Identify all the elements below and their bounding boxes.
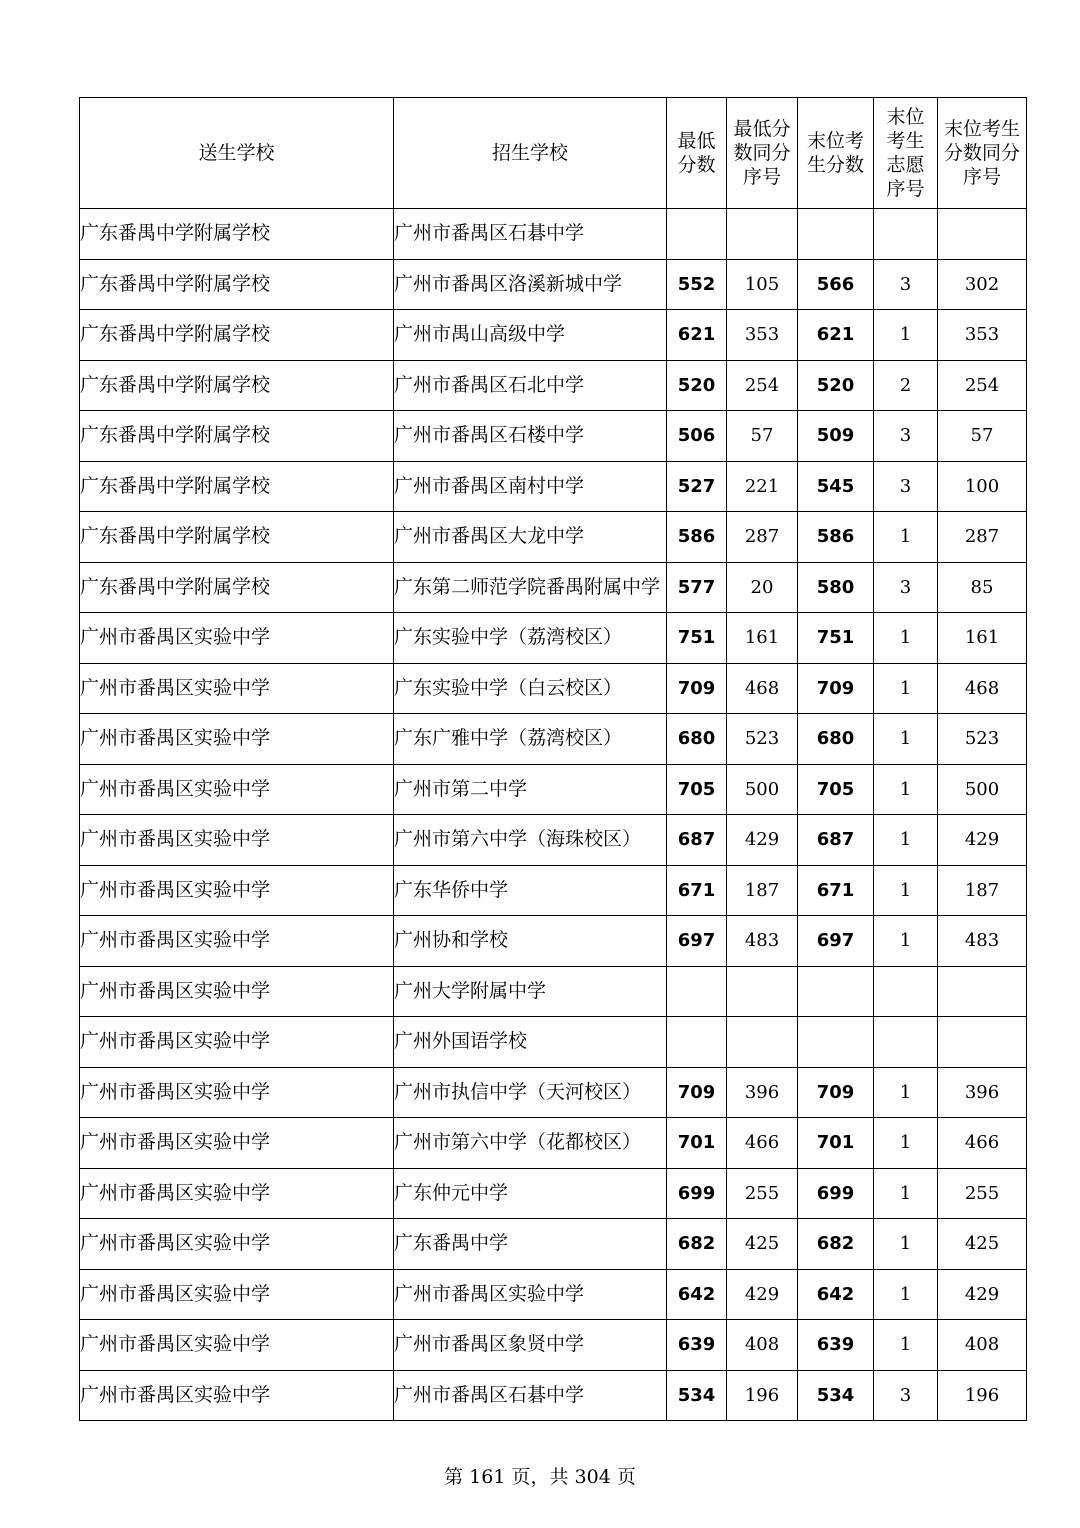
cell-recv-school: 广州市禺山高级中学 [394,310,667,361]
cell-min-rank [727,1017,798,1068]
cell-min-score: 527 [667,461,727,512]
cell-recv-school: 广东实验中学（荔湾校区） [394,613,667,664]
cell-min-rank: 468 [727,663,798,714]
cell-recv-school: 广州市番禺区石北中学 [394,360,667,411]
table-row [80,461,1027,512]
cell-min-score: 621 [667,310,727,361]
cell-min-score: 680 [667,714,727,765]
cell-send-school: 广州市番禺区实验中学 [80,1370,394,1421]
header-send-school: 送生学校 [80,98,394,209]
cell-min-rank: 57 [727,411,798,462]
cell-send-school: 广州市番禺区实验中学 [80,865,394,916]
cell-last-rank: 85 [938,562,1027,613]
cell-last-score: 580 [798,562,874,613]
cell-last-score: 709 [798,663,874,714]
cell-last-rank [938,209,1027,260]
cell-last-rank: 468 [938,663,1027,714]
cell-min-score: 709 [667,1067,727,1118]
cell-min-rank: 187 [727,865,798,916]
cell-recv-school: 广州大学附属中学 [394,966,667,1017]
cell-last-rank: 500 [938,764,1027,815]
cell-min-score: 705 [667,764,727,815]
cell-last-wish [874,209,938,260]
cell-last-score: 520 [798,360,874,411]
cell-min-score: 687 [667,815,727,866]
cell-last-wish: 1 [874,1219,938,1270]
header-min-score: 最低分数 [667,98,727,209]
cell-last-wish [874,1017,938,1068]
cell-recv-school: 广州市番禺区石碁中学 [394,1370,667,1421]
cell-last-score: 509 [798,411,874,462]
table-row [80,714,1027,765]
cell-last-wish: 1 [874,1269,938,1320]
cell-last-score: 545 [798,461,874,512]
table-row [80,663,1027,714]
cell-recv-school: 广州外国语学校 [394,1017,667,1068]
table-row [80,259,1027,310]
cell-send-school: 广州市番禺区实验中学 [80,663,394,714]
cell-recv-school: 广东广雅中学（荔湾校区） [394,714,667,765]
cell-last-rank: 161 [938,613,1027,664]
table-row [80,966,1027,1017]
cell-min-rank: 523 [727,714,798,765]
cell-send-school: 广州市番禺区实验中学 [80,764,394,815]
cell-min-score [667,209,727,260]
table-row [80,562,1027,613]
cell-last-wish: 1 [874,714,938,765]
cell-min-rank: 20 [727,562,798,613]
cell-last-rank: 287 [938,512,1027,563]
cell-min-rank [727,209,798,260]
cell-recv-school: 广东仲元中学 [394,1168,667,1219]
cell-last-score: 680 [798,714,874,765]
table-row [80,310,1027,361]
cell-last-rank: 483 [938,916,1027,967]
cell-min-rank: 425 [727,1219,798,1270]
table-row [80,1219,1027,1270]
cell-min-rank: 161 [727,613,798,664]
cell-last-rank: 196 [938,1370,1027,1421]
cell-min-rank: 408 [727,1320,798,1371]
cell-send-school: 广州市番禺区实验中学 [80,916,394,967]
cell-recv-school: 广东华侨中学 [394,865,667,916]
cell-last-rank: 429 [938,1269,1027,1320]
cell-send-school: 广东番禺中学附属学校 [80,562,394,613]
cell-recv-school: 广州市第六中学（花都校区） [394,1118,667,1169]
cell-min-rank: 500 [727,764,798,815]
cell-send-school: 广东番禺中学附属学校 [80,209,394,260]
cell-recv-school: 广州市番禺区实验中学 [394,1269,667,1320]
cell-last-score: 671 [798,865,874,916]
cell-recv-school: 广州市番禺区石碁中学 [394,209,667,260]
cell-last-score: 697 [798,916,874,967]
cell-last-rank: 429 [938,815,1027,866]
cell-last-score: 566 [798,259,874,310]
cell-send-school: 广东番禺中学附属学校 [80,360,394,411]
cell-last-wish: 1 [874,916,938,967]
cell-last-wish: 2 [874,360,938,411]
cell-last-score: 682 [798,1219,874,1270]
cell-min-score: 682 [667,1219,727,1270]
cell-last-rank: 255 [938,1168,1027,1219]
table-row [80,209,1027,260]
cell-last-wish: 1 [874,815,938,866]
cell-last-score: 687 [798,815,874,866]
cell-last-rank: 353 [938,310,1027,361]
cell-last-rank [938,1017,1027,1068]
table-row [80,1370,1027,1421]
header-last-wish: 末位考生志愿序号 [874,98,938,209]
cell-last-wish: 3 [874,1370,938,1421]
cell-send-school: 广州市番禺区实验中学 [80,613,394,664]
table-header-row [80,98,1027,209]
cell-recv-school: 广州协和学校 [394,916,667,967]
cell-min-score: 709 [667,663,727,714]
cell-min-rank: 221 [727,461,798,512]
cell-min-score: 751 [667,613,727,664]
cell-send-school: 广州市番禺区实验中学 [80,1017,394,1068]
cell-last-wish: 1 [874,512,938,563]
cell-recv-school: 广州市番禺区石楼中学 [394,411,667,462]
cell-last-wish: 3 [874,461,938,512]
cell-send-school: 广州市番禺区实验中学 [80,1269,394,1320]
cell-last-wish: 1 [874,613,938,664]
cell-last-wish: 1 [874,764,938,815]
cell-min-rank: 466 [727,1118,798,1169]
cell-min-score: 701 [667,1118,727,1169]
cell-last-wish: 1 [874,1168,938,1219]
cell-last-score [798,1017,874,1068]
cell-recv-school: 广州市第六中学（海珠校区） [394,815,667,866]
cell-last-score: 751 [798,613,874,664]
cell-min-rank: 353 [727,310,798,361]
cell-last-score [798,209,874,260]
cell-send-school: 广东番禺中学附属学校 [80,411,394,462]
cell-min-score: 671 [667,865,727,916]
cell-min-score: 577 [667,562,727,613]
cell-min-score: 586 [667,512,727,563]
cell-last-rank: 396 [938,1067,1027,1118]
cell-recv-school: 广州市番禺区大龙中学 [394,512,667,563]
cell-last-rank: 523 [938,714,1027,765]
cell-recv-school: 广州市番禺区象贤中学 [394,1320,667,1371]
cell-min-score: 520 [667,360,727,411]
cell-last-score: 701 [798,1118,874,1169]
cell-last-wish: 1 [874,310,938,361]
cell-min-score: 639 [667,1320,727,1371]
table-row [80,1118,1027,1169]
table-row [80,1269,1027,1320]
header-last-score: 末位考生分数 [798,98,874,209]
cell-last-score: 642 [798,1269,874,1320]
table-row [80,1320,1027,1371]
cell-last-score: 534 [798,1370,874,1421]
cell-recv-school: 广州市执信中学（天河校区） [394,1067,667,1118]
cell-last-rank: 187 [938,865,1027,916]
cell-last-rank: 408 [938,1320,1027,1371]
cell-recv-school: 广州市番禺区洛溪新城中学 [394,259,667,310]
cell-send-school: 广东番禺中学附属学校 [80,512,394,563]
cell-last-wish: 1 [874,1320,938,1371]
cell-last-wish: 3 [874,562,938,613]
table-row [80,411,1027,462]
header-recv-school: 招生学校 [394,98,667,209]
header-last-rank: 末位考生分数同分序号 [938,98,1027,209]
cell-min-rank [727,966,798,1017]
table-row [80,613,1027,664]
cell-send-school: 广州市番禺区实验中学 [80,714,394,765]
cell-last-score: 621 [798,310,874,361]
cell-recv-school: 广东第二师范学院番禺附属中学 [394,562,667,613]
cell-min-rank: 105 [727,259,798,310]
cell-last-wish: 1 [874,663,938,714]
cell-last-rank: 254 [938,360,1027,411]
cell-send-school: 广州市番禺区实验中学 [80,1067,394,1118]
cell-send-school: 广东番禺中学附属学校 [80,259,394,310]
cell-recv-school: 广州市番禺区南村中学 [394,461,667,512]
table-row [80,360,1027,411]
cell-min-score [667,966,727,1017]
table-row [80,1168,1027,1219]
cell-send-school: 广东番禺中学附属学校 [80,310,394,361]
table-row [80,916,1027,967]
cell-min-score: 642 [667,1269,727,1320]
cell-send-school: 广州市番禺区实验中学 [80,815,394,866]
table-row [80,865,1027,916]
admission-score-table [79,97,1027,1421]
cell-send-school: 广州市番禺区实验中学 [80,966,394,1017]
cell-send-school: 广东番禺中学附属学校 [80,461,394,512]
table-row [80,1017,1027,1068]
cell-last-rank: 100 [938,461,1027,512]
cell-min-score: 697 [667,916,727,967]
cell-last-score: 699 [798,1168,874,1219]
table-row [80,764,1027,815]
cell-min-rank: 287 [727,512,798,563]
cell-send-school: 广州市番禺区实验中学 [80,1118,394,1169]
cell-min-score: 699 [667,1168,727,1219]
cell-last-wish: 1 [874,865,938,916]
cell-last-score: 639 [798,1320,874,1371]
cell-send-school: 广州市番禺区实验中学 [80,1320,394,1371]
cell-last-wish [874,966,938,1017]
cell-min-rank: 396 [727,1067,798,1118]
cell-min-rank: 429 [727,815,798,866]
cell-last-score: 709 [798,1067,874,1118]
cell-last-wish: 3 [874,259,938,310]
cell-last-rank: 466 [938,1118,1027,1169]
cell-min-score: 534 [667,1370,727,1421]
cell-recv-school: 广东实验中学（白云校区） [394,663,667,714]
table-row [80,1067,1027,1118]
cell-send-school: 广州市番禺区实验中学 [80,1168,394,1219]
cell-min-rank: 254 [727,360,798,411]
cell-recv-school: 广州市第二中学 [394,764,667,815]
cell-min-score: 552 [667,259,727,310]
cell-min-score: 506 [667,411,727,462]
cell-last-score: 586 [798,512,874,563]
page-footer: 第 161 页，共 304 页 [444,1466,636,1488]
cell-last-wish: 3 [874,411,938,462]
cell-send-school: 广州市番禺区实验中学 [80,1219,394,1270]
cell-last-wish: 1 [874,1118,938,1169]
cell-min-rank: 483 [727,916,798,967]
cell-last-rank [938,966,1027,1017]
cell-recv-school: 广东番禺中学 [394,1219,667,1270]
cell-min-score [667,1017,727,1068]
table-row [80,815,1027,866]
cell-last-rank: 302 [938,259,1027,310]
cell-min-rank: 196 [727,1370,798,1421]
cell-last-rank: 57 [938,411,1027,462]
cell-min-rank: 255 [727,1168,798,1219]
table-row [80,512,1027,563]
header-min-rank: 最低分数同分序号 [727,98,798,209]
cell-last-score: 705 [798,764,874,815]
cell-last-score [798,966,874,1017]
cell-min-rank: 429 [727,1269,798,1320]
cell-last-rank: 425 [938,1219,1027,1270]
cell-last-wish: 1 [874,1067,938,1118]
